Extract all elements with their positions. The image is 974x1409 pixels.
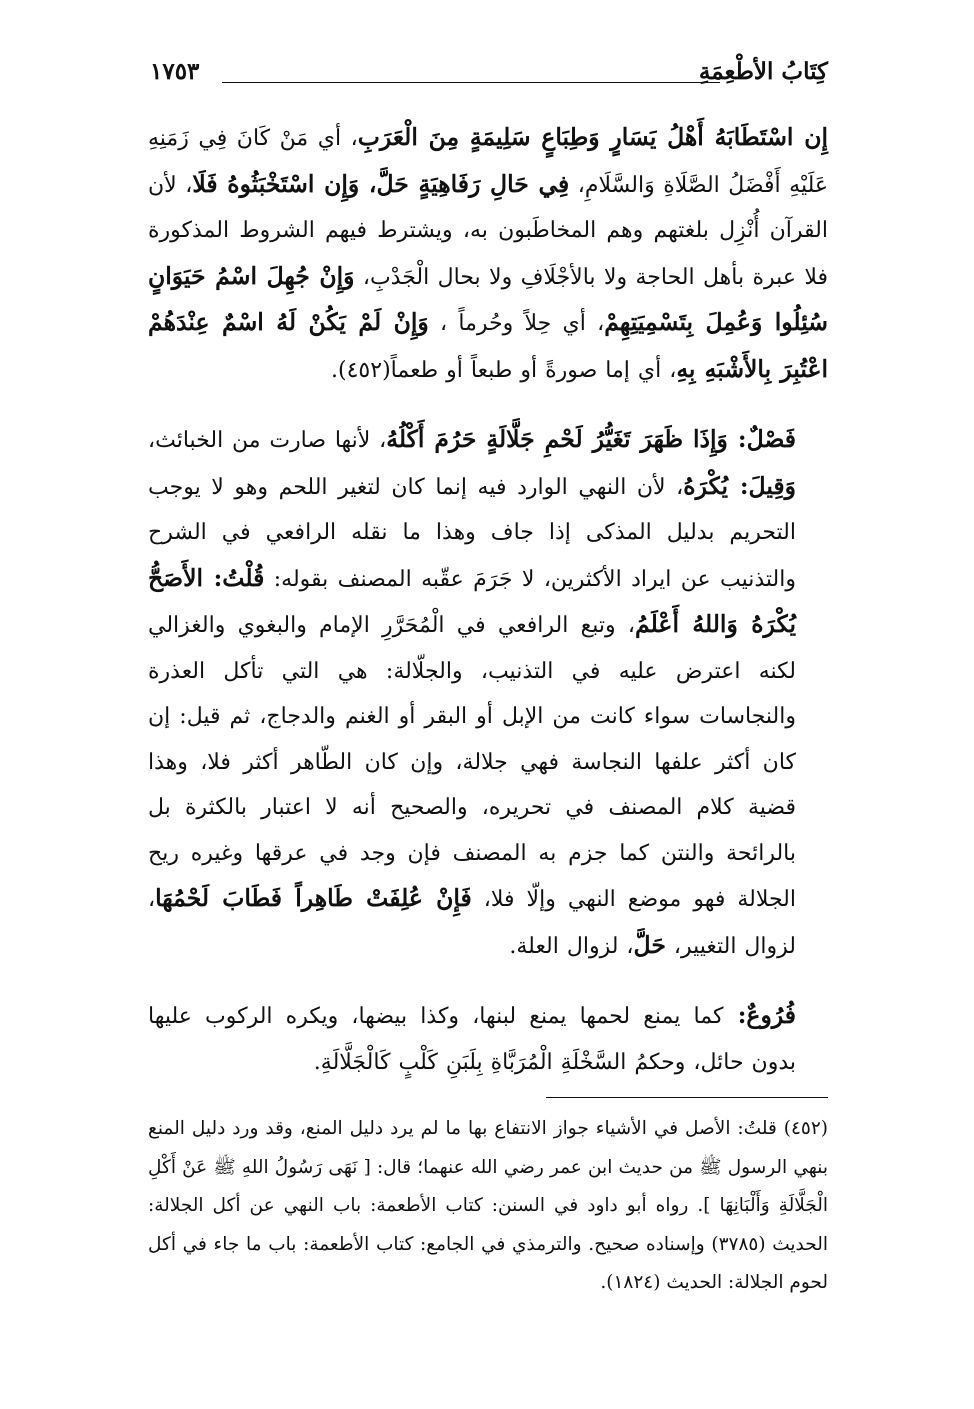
text-segment: كما يمنع لحمها يمنع لبنها، وكذا بيضها، ويكره الركوب عليها بدون حائل، وحكمُ السَّخْلَةِ الْمُرَبَّاةِ بِلَبَنِ كَلْبٍ كَالْجَلَّالَةِ. — [148, 1004, 796, 1075]
bold-segment: إِن اسْتَطَابَهُ أَهْلُ يَسَارٍ وَطِبَاعٍ سَلِيمَةٍ مِنَ الْعَرَبِ — [357, 123, 828, 151]
bold-segment: فِي حَالِ رَفَاهِيَةٍ حَلَّ، وَإِن اسْتَخْبَثُوهُ فَلَا — [192, 169, 570, 198]
text-segment: ، لأنها صارت من الخبائث، — [148, 428, 387, 453]
main-text — [148, 115, 828, 1085]
text-segment: ، لأن النهي الوارد فيه إنما كان لتغير اللحم وهو لا يوجب التحريم بدليل المذكى إذا جاف وهذا ما نقله الرافعي في الشرح والتذنيب عن ايراد الأكثرين، لا جَرَمَ عقّبه المصنف بقوله: — [148, 474, 796, 592]
footnote-block — [148, 1110, 828, 1303]
text-segment: ، لزوال التغيير، — [148, 887, 796, 959]
header-rule — [222, 82, 720, 83]
footnote-452: (٤٥٢) قلتُ: الأصل في الأشياء جواز الانتفاع بها ما لم يرد دليل المنع، وقد ورد دليل المنع بنهي الرسول ﷺ من حديث ابن عمر رضي الله عنهما؛ قال: [ نَهَى رَسُولُ اللهِ ﷺ عَنْ أَكْلِ الْجَلَّالَةِ وَأَلْبَانِهَا ]. رواه أبو داود في السنن: كتاب الأطعمة: باب النهي عن أكل الجلالة: الحديث (٣٧٨٥) وإسناده صحيح. والترمذي في الجامع: كتاب الأطعمة: باب ما جاء في أكل لحوم الجلالة: الحديث (١٨٢٤). — [148, 1118, 828, 1293]
text-segment: ، لأن القرآن أُنْزِل بلغتهم وهم المخاطَبون به، ويشترط فيهم الشروط المذكورة فلا عبرة بأهل الحاجة ولا بالأجْلَافِ ولا بحال الْجَدْبِ، — [148, 172, 828, 290]
paragraph-3 — [148, 993, 828, 1085]
footnote-separator — [546, 1097, 828, 1098]
bold-segment: حَلَّ — [633, 930, 666, 959]
bold-segment: قُلْتُ: الأَصَحُّ يُكْرَهُ وَاللهُ أَعْلَمُ — [148, 563, 796, 638]
bold-segment: وَإِنْ جُهِلَ اسْمُ حَيَوَانٍ سُئِلُوا وَعُمِلَ بِتَسْمِيَتِهِمْ — [148, 261, 828, 336]
bold-segment: فُرُوعٌ: — [723, 1001, 796, 1029]
text-segment: ، أي مَنْ كَانَ فِي زَمَنِهِ عَلَيْهِ أَفْضَلُ الصَّلَاةِ وَالسَّلَامِ، — [148, 126, 828, 198]
paragraph-2 — [148, 417, 828, 969]
bold-segment: فَصْلٌ: وَإِذَا ظَهَرَ تَغَيُّرُ لَحْمِ جَلَّالَةٍ حَرُمَ أَكْلُهُ — [386, 425, 796, 453]
paragraph-1 — [148, 115, 828, 393]
text-segment: ، لزوال العلة. — [509, 933, 634, 959]
page-number: ١٧٥٣ — [150, 58, 200, 85]
running-header — [150, 58, 828, 92]
text-segment: ، وتبع الرافعي في الْمُحَرَّرِ الإمام والبغوي والغزالي لكنه اعترض عليه في التذنيب، والجلّالة: هي التي تأكل العذرة والنجاسات سواء كانت من الإبل أو البقر أو الغنم والدجاج، ثم قيل: إن كان أكثر علفها النجاسة فهي جلالة، وإن كان الطّاهر أكثر فلا، وهذا قضية كلام المصنف في تحريره، والصحيح أنه لا اعتبار بالكثرة بل بالرائحة والنتن كما جزم به المصنف فإن وجد في عرقها وغيره ريح الجلالة فهو موضع النهي وإلّا فلا، — [148, 613, 796, 912]
text-segment: ، أي إما صورةً أو طبعاً أو طعماً(٤٥٢). — [331, 357, 677, 383]
bold-segment: وَقِيلَ: يُكْرَهُ — [683, 471, 796, 500]
book-title: كِتَابُ الأطْعِمَةِ — [698, 58, 828, 85]
bold-segment: فَإِنْ عُلِفَتْ طَاهِراً فَطَابَ لَحْمُهَا — [155, 884, 472, 912]
bold-segment: وَإِنْ لَمْ يَكُنْ لَهُ اسْمٌ عِنْدَهُمْ اعْتُبِرَ بِالأَشْبَهِ بِهِ — [148, 308, 828, 383]
text-segment: ، أي حِلاً وحُرماً ، — [428, 311, 605, 336]
